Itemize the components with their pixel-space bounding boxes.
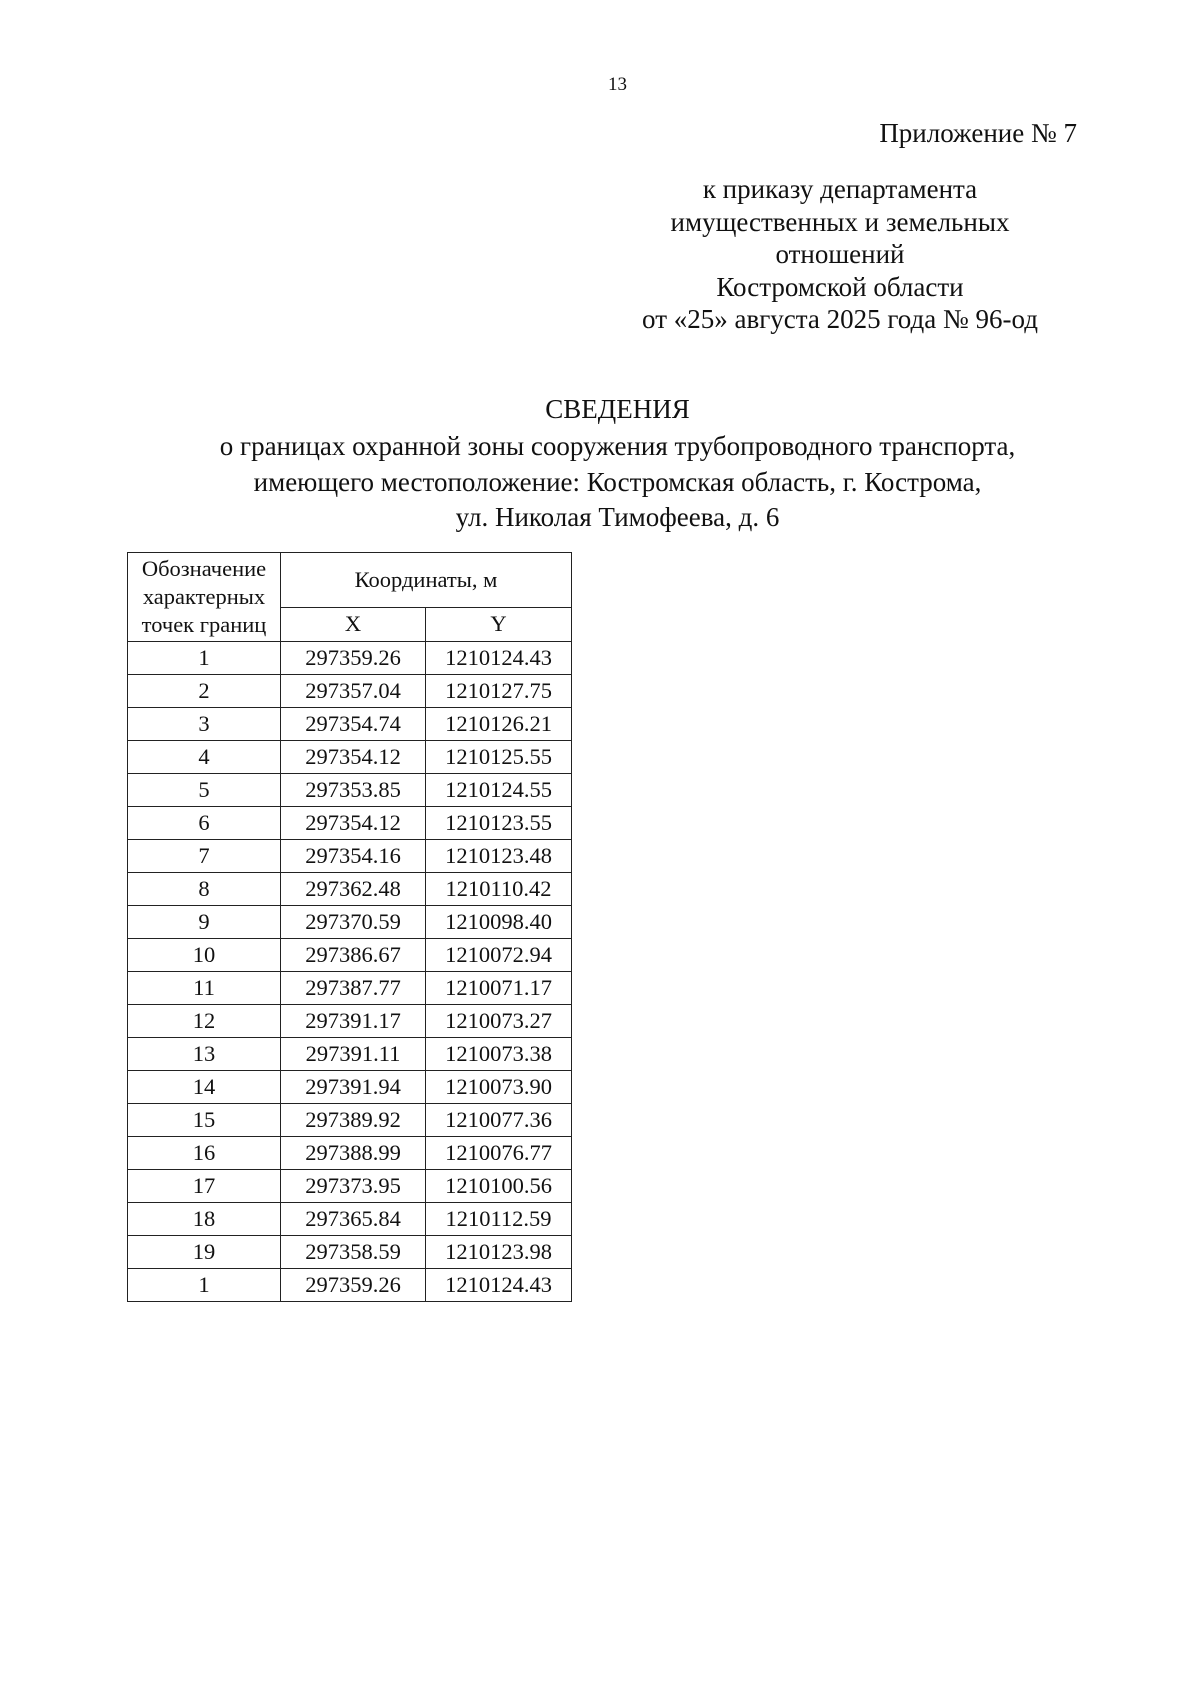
point-cell: 13	[128, 1038, 281, 1071]
y-coordinate-cell: 1210110.42	[426, 873, 572, 906]
x-coordinate-cell: 297388.99	[281, 1137, 426, 1170]
table-header-row	[128, 553, 572, 608]
subheading-line: имеющего местоположение: Костромская область, г. Кострома,	[253, 466, 982, 497]
y-coordinate-cell: 1210100.56	[426, 1170, 572, 1203]
x-coordinate-cell: 297362.48	[281, 873, 426, 906]
y-coordinate-cell: 1210124.43	[426, 642, 572, 675]
table-row	[128, 1005, 572, 1038]
y-coordinate-cell: 1210124.55	[426, 774, 572, 807]
table-row	[128, 1104, 572, 1137]
header-label-line: характерных	[142, 584, 266, 609]
y-coordinate-cell: 1210073.38	[426, 1038, 572, 1071]
x-coordinate-cell: 297386.67	[281, 939, 426, 972]
point-cell: 8	[128, 873, 281, 906]
table-row	[128, 1236, 572, 1269]
x-coordinate-cell: 297387.77	[281, 972, 426, 1005]
y-coordinate-cell: 1210126.21	[426, 708, 572, 741]
page-number: 13	[608, 74, 627, 95]
point-cell: 3	[128, 708, 281, 741]
y-coordinate-cell: 1210124.43	[426, 1269, 572, 1302]
x-coordinate-cell: 297359.26	[281, 1269, 426, 1302]
point-cell: 1	[128, 1269, 281, 1302]
header-x: X	[281, 607, 426, 641]
point-cell: 6	[128, 807, 281, 840]
x-coordinate-cell: 297391.11	[281, 1038, 426, 1071]
table-row	[128, 1269, 572, 1302]
table-row	[128, 708, 572, 741]
order-reference	[600, 173, 1080, 336]
subheading-line: о границах охранной зоны сооружения трубопроводного транспорта,	[219, 431, 1016, 461]
order-reference-line: к приказу департамента	[702, 174, 978, 204]
header-label-line: Обозначение	[141, 556, 267, 581]
table-row	[128, 1170, 572, 1203]
table-row	[128, 1137, 572, 1170]
point-cell: 1	[128, 642, 281, 675]
point-cell: 12	[128, 1005, 281, 1038]
x-coordinate-cell: 297359.26	[281, 642, 426, 675]
y-coordinate-cell: 1210112.59	[426, 1203, 572, 1236]
point-cell: 17	[128, 1170, 281, 1203]
table-row	[128, 840, 572, 873]
x-coordinate-cell: 297365.84	[281, 1203, 426, 1236]
point-cell: 4	[128, 741, 281, 774]
point-cell: 10	[128, 939, 281, 972]
coordinates-table-body	[128, 642, 572, 1302]
x-coordinate-cell: 297354.16	[281, 840, 426, 873]
point-cell: 11	[128, 972, 281, 1005]
point-cell: 7	[128, 840, 281, 873]
header-label-line: точек границ	[141, 612, 267, 637]
table-row	[128, 774, 572, 807]
x-coordinate-cell: 297370.59	[281, 906, 426, 939]
y-coordinate-cell: 1210123.48	[426, 840, 572, 873]
x-coordinate-cell: 297354.74	[281, 708, 426, 741]
x-coordinate-cell: 297391.17	[281, 1005, 426, 1038]
table-row	[128, 1071, 572, 1104]
document-subheading	[0, 429, 1200, 536]
y-coordinate-cell: 1210072.94	[426, 939, 572, 972]
point-cell: 15	[128, 1104, 281, 1137]
y-coordinate-cell: 1210076.77	[426, 1137, 572, 1170]
x-coordinate-cell: 297353.85	[281, 774, 426, 807]
appendix-title: Приложение № 7	[879, 118, 1077, 148]
x-coordinate-cell: 297358.59	[281, 1236, 426, 1269]
coordinates-table	[127, 552, 572, 1302]
table-row	[128, 873, 572, 906]
point-cell: 19	[128, 1236, 281, 1269]
x-coordinate-cell: 297389.92	[281, 1104, 426, 1137]
order-reference-line: отношений	[775, 239, 905, 269]
table-row	[128, 807, 572, 840]
x-coordinate-cell: 297354.12	[281, 741, 426, 774]
point-cell: 5	[128, 774, 281, 807]
subheading-line: ул. Николая Тимофеева, д. 6	[455, 502, 780, 532]
point-cell: 2	[128, 675, 281, 708]
y-coordinate-cell: 1210077.36	[426, 1104, 572, 1137]
header-point-label	[128, 553, 281, 642]
header-coordinates: Координаты, м	[281, 553, 572, 608]
y-coordinate-cell: 1210123.55	[426, 807, 572, 840]
y-coordinate-cell: 1210071.17	[426, 972, 572, 1005]
table-row	[128, 972, 572, 1005]
y-coordinate-cell: 1210098.40	[426, 906, 572, 939]
table-row	[128, 939, 572, 972]
table-row	[128, 906, 572, 939]
y-coordinate-cell: 1210125.55	[426, 741, 572, 774]
point-cell: 18	[128, 1203, 281, 1236]
order-reference-line: имущественных и земельных	[670, 206, 1010, 237]
table-row	[128, 1203, 572, 1236]
order-reference-line: от «25» августа 2025 года № 96-од	[642, 304, 1038, 334]
y-coordinate-cell: 1210123.98	[426, 1236, 572, 1269]
document-heading: СВЕДЕНИЯ	[545, 394, 690, 424]
y-coordinate-cell: 1210073.90	[426, 1071, 572, 1104]
point-cell: 14	[128, 1071, 281, 1104]
y-coordinate-cell: 1210127.75	[426, 675, 572, 708]
table-row	[128, 1038, 572, 1071]
table-row	[128, 675, 572, 708]
point-cell: 16	[128, 1137, 281, 1170]
table-row	[128, 741, 572, 774]
x-coordinate-cell: 297391.94	[281, 1071, 426, 1104]
table-row	[128, 642, 572, 675]
x-coordinate-cell: 297373.95	[281, 1170, 426, 1203]
x-coordinate-cell: 297354.12	[281, 807, 426, 840]
header-y: Y	[426, 607, 572, 641]
order-reference-line: Костромской области	[716, 271, 964, 302]
point-cell: 9	[128, 906, 281, 939]
x-coordinate-cell: 297357.04	[281, 675, 426, 708]
y-coordinate-cell: 1210073.27	[426, 1005, 572, 1038]
